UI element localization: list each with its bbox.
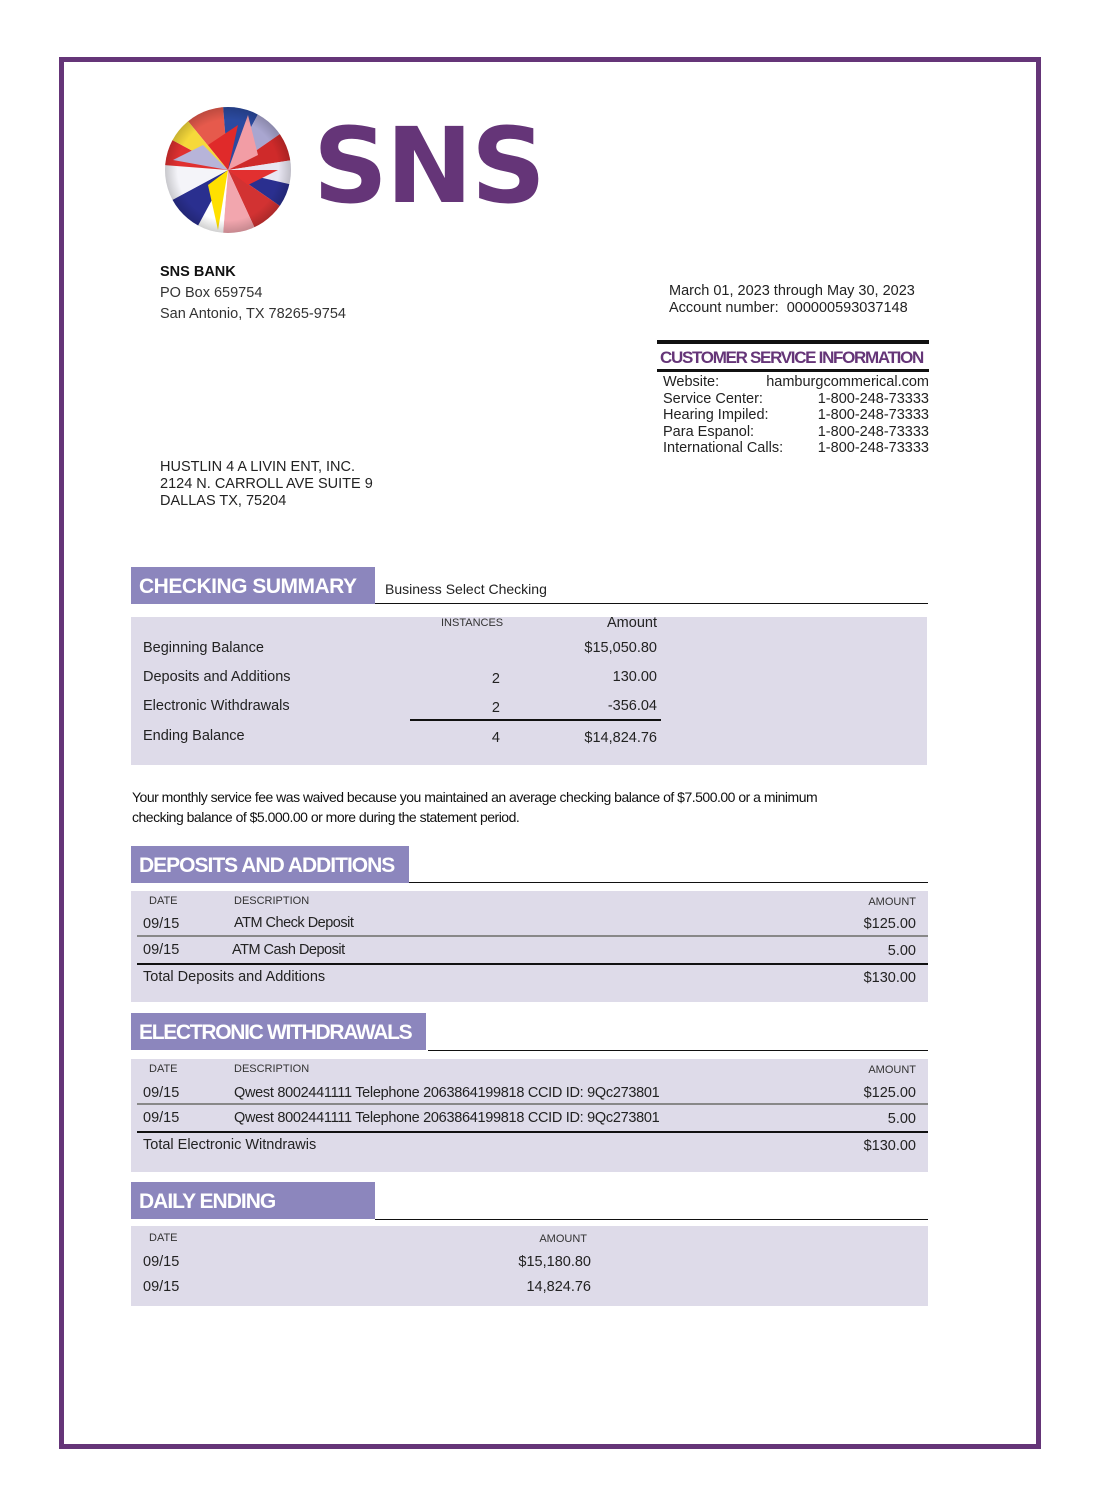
- summary-amount: $14,824.76: [584, 730, 657, 746]
- withdrawal-description: Qwest 8002441111 Telephone 2063864199818 CCID ID: 9Qc273801: [234, 1085, 660, 1101]
- csi-label: Hearing Impiled:: [663, 407, 769, 424]
- account-number: 000000593037148: [786, 300, 908, 316]
- csi-row-hearing: [657, 407, 929, 424]
- col-amount: AMOUNT: [868, 1064, 916, 1076]
- csi-value: 1-800-248-73333: [817, 423, 929, 440]
- withdrawals-title: ELECTRONIC WITHDRAWALS: [131, 1013, 426, 1050]
- customer-street: 2124 N. CARROLL AVE SUITE 9: [160, 476, 373, 492]
- deposit-description: ATM Cash Deposit: [232, 942, 345, 958]
- statement-info: [669, 283, 915, 317]
- balance-amount: 14,824.76: [526, 1279, 591, 1295]
- withdrawal-description: Qwest 8002441111 Telephone 2063864199818 CCID ID: 9Qc273801: [234, 1110, 660, 1126]
- withdrawals-total-amount: $130.00: [863, 1138, 916, 1154]
- summary-amount: $15,050.80: [584, 640, 657, 656]
- summary-amount: 130.00: [612, 669, 657, 685]
- csi-label: Website:: [663, 374, 720, 390]
- deposits-total-label: Total Deposits and Additions: [143, 969, 326, 985]
- section-rule: [409, 882, 928, 883]
- customer-service-title: CUSTOMER SERVICE INFORMATION: [657, 340, 929, 372]
- checking-summary-title: CHECKING SUMMARY: [131, 567, 375, 604]
- col-date: DATE: [149, 1232, 178, 1244]
- bank-address: [160, 262, 346, 325]
- summary-instances: 2: [491, 700, 500, 716]
- csi-label: International Calls:: [663, 440, 784, 457]
- customer-service-box: [657, 340, 929, 457]
- csi-value[interactable]: hamburgcommerical.com: [766, 374, 929, 390]
- csi-row-international: [657, 440, 929, 457]
- account-type: Business Select Checking: [385, 581, 547, 597]
- deposit-date: 09/15: [143, 942, 180, 958]
- balance-date: 09/15: [143, 1279, 180, 1295]
- account-number-label: Account number:: [669, 300, 779, 316]
- withdrawal-date: 09/15: [143, 1085, 180, 1101]
- deposit-amount: 5.00: [887, 943, 916, 959]
- withdrawal-amount: $125.00: [863, 1085, 916, 1101]
- total-rule: [137, 1131, 928, 1133]
- section-rule: [428, 1050, 928, 1051]
- account-number-row: [669, 300, 915, 317]
- summary-label: Beginning Balance: [143, 640, 264, 656]
- withdrawals-total-label: Total Electronic Witndrawis: [143, 1137, 317, 1153]
- section-rule: [375, 603, 928, 604]
- summary-instances: 2: [491, 671, 500, 687]
- csi-value: 1-800-248-73333: [817, 440, 929, 457]
- deposit-date: 09/15: [143, 916, 180, 932]
- col-amount: Amount: [607, 615, 657, 631]
- csi-row-service-center: [657, 391, 929, 408]
- fee-note-line1: Your monthly service fee was waived because you maintained an average checking balance of $7.500.00 or a minimum: [132, 789, 818, 805]
- deposits-total-amount: $130.00: [863, 970, 916, 986]
- fee-note-line2: checking balance of $5.000.00 or more during the statement period.: [132, 809, 520, 825]
- customer-city: DALLAS TX, 75204: [160, 493, 287, 509]
- fee-waiver-note: [132, 787, 817, 827]
- summary-label: Ending Balance: [143, 728, 245, 744]
- csi-row-website: [657, 374, 929, 391]
- statement-period: March 01, 2023 through May 30, 2023: [669, 283, 915, 299]
- csi-value: 1-800-248-73333: [817, 390, 929, 407]
- col-date: DATE: [149, 895, 178, 907]
- summary-instances: 4: [491, 730, 500, 746]
- logo-wordmark: SNS: [313, 105, 544, 227]
- summary-total-rule: [410, 719, 661, 721]
- deposit-description: ATM Check Deposit: [234, 915, 354, 931]
- csi-label: Para Espanol:: [663, 423, 755, 440]
- daily-balance-title: DAILY ENDING: [131, 1182, 375, 1219]
- csi-row-espanol: [657, 424, 929, 441]
- deposits-title: DEPOSITS AND ADDITIONS: [131, 846, 409, 883]
- col-instances: INSTANCES: [441, 617, 504, 629]
- summary-label: Electronic Withdrawals: [143, 698, 290, 714]
- col-amount: AMOUNT: [868, 896, 916, 908]
- customer-name: HUSTLIN 4 A LIVIN ENT, INC.: [160, 459, 355, 475]
- col-description: DESCRIPTION: [234, 895, 310, 907]
- col-amount: AMOUNT: [539, 1233, 587, 1245]
- col-date: DATE: [149, 1063, 178, 1075]
- summary-label: Deposits and Additions: [143, 669, 291, 685]
- summary-amount: -356.04: [607, 698, 657, 714]
- total-rule: [137, 963, 928, 965]
- bank-address-line1: PO Box 659754: [160, 285, 263, 301]
- section-rule: [375, 1219, 928, 1220]
- balance-date: 09/15: [143, 1254, 180, 1270]
- withdrawal-date: 09/15: [143, 1110, 180, 1126]
- bank-address-line2: San Antonio, TX 78265-9754: [160, 306, 346, 322]
- withdrawal-amount: 5.00: [887, 1111, 916, 1127]
- csi-value: 1-800-248-73333: [817, 407, 929, 424]
- pinwheel-logo-icon: [163, 105, 293, 235]
- balance-amount: $15,180.80: [518, 1254, 591, 1270]
- row-divider: [137, 935, 928, 937]
- deposit-amount: $125.00: [863, 916, 916, 932]
- col-description: DESCRIPTION: [234, 1063, 310, 1075]
- bank-logo: [163, 103, 544, 238]
- csi-label: Service Center:: [663, 390, 763, 407]
- row-divider: [137, 1103, 928, 1105]
- customer-address: [160, 459, 373, 510]
- bank-name: SNS BANK: [160, 264, 236, 280]
